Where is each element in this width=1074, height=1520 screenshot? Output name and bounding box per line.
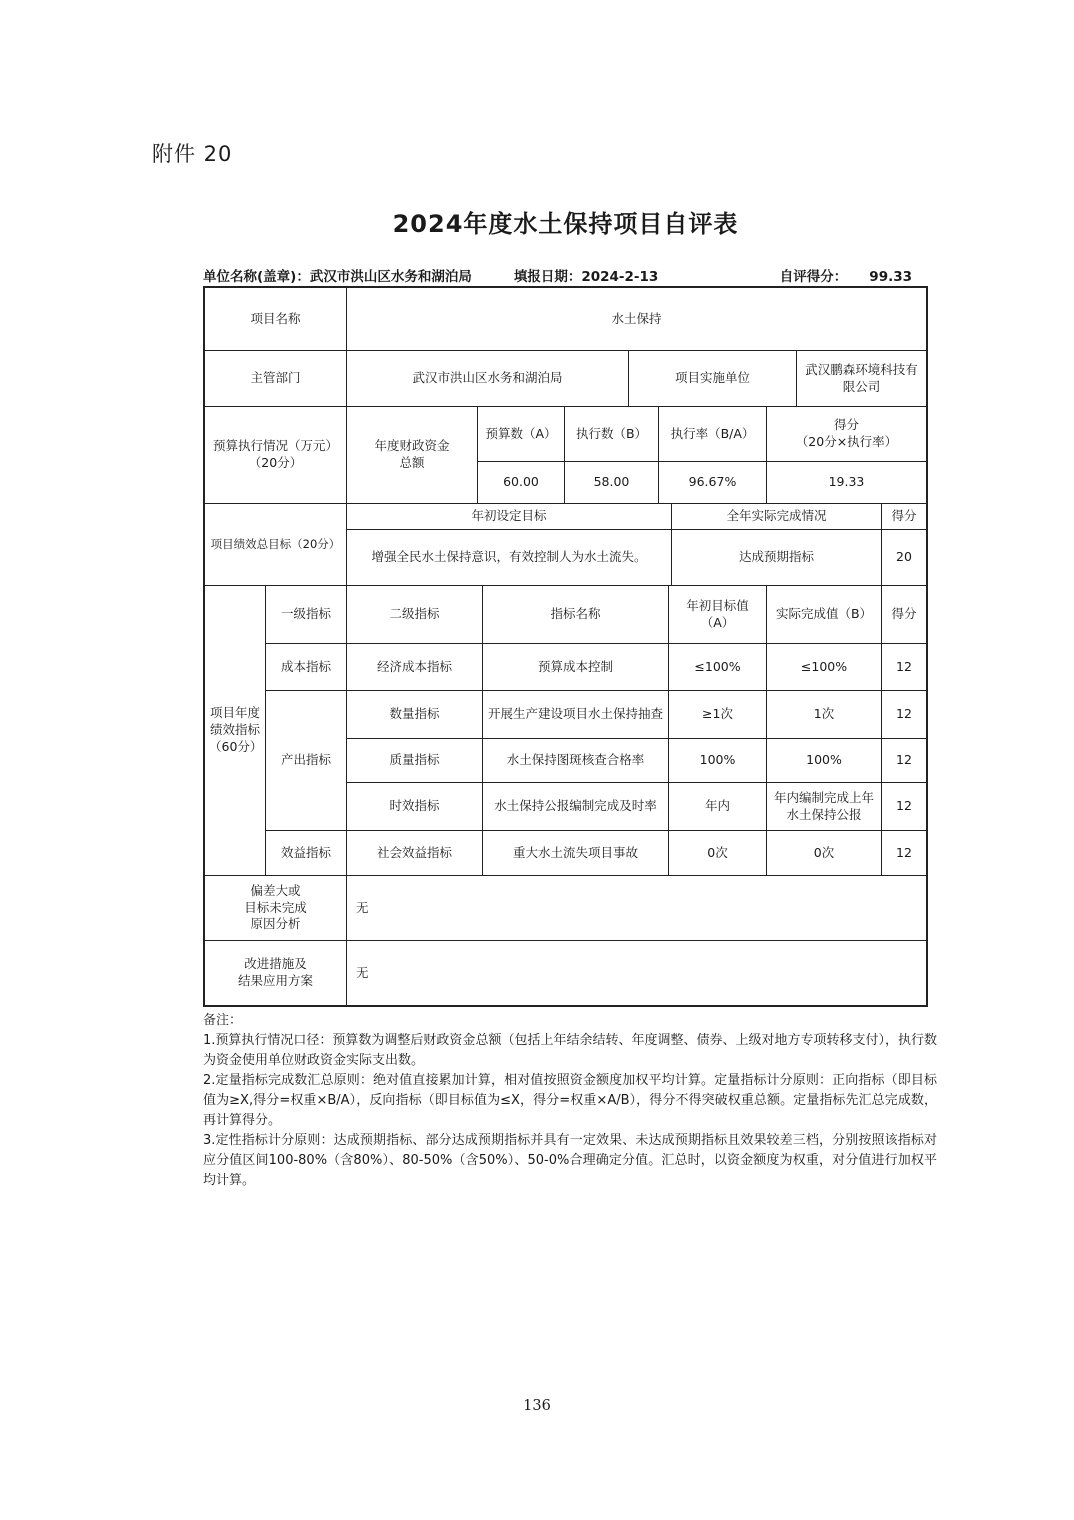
yearly-goal-value: 增强全民水土保持意识，有效控制人为水土流失。 xyxy=(347,530,672,586)
overall-goal-subtable xyxy=(347,504,926,586)
project-name-value: 水土保持 xyxy=(347,288,926,351)
form-header-line xyxy=(203,262,928,285)
target-value-header: 年初目标值（A） xyxy=(669,586,767,644)
budget-amount-header: 预算数（A） xyxy=(478,407,565,462)
exec-amount-header: 执行数（B） xyxy=(565,407,659,462)
page-title: 2024年度水土保持项目自评表 xyxy=(392,210,739,238)
level2-timeliness: 时效指标 xyxy=(347,783,483,831)
row-project-name xyxy=(205,288,926,351)
exec-amount-value: 58.00 xyxy=(565,462,659,504)
unit-name-value: 武汉市洪山区水务和湖泊局 xyxy=(309,269,472,285)
budget-section-label: 预算执行情况（万元） （20分） xyxy=(205,407,347,504)
indicator-row-benefit xyxy=(266,831,926,876)
exec-rate-header: 执行率（B/A） xyxy=(659,407,767,462)
level1-benefit: 效益指标 xyxy=(266,831,347,876)
score-quantity: 12 xyxy=(882,691,926,739)
notes-title: 备注： xyxy=(203,1013,243,1028)
indicator-group-output xyxy=(266,691,926,831)
level2-benefit: 社会效益指标 xyxy=(347,831,483,876)
self-score-value: 99.33 xyxy=(869,269,912,285)
yearly-goal-header: 年初设定目标 xyxy=(347,504,672,530)
indicator-row-cost xyxy=(266,644,926,691)
deviation-label: 偏差大或 目标未完成 原因分析 xyxy=(205,876,347,941)
actual-value-header: 实际完成值（B） xyxy=(767,586,882,644)
implementing-unit-value: 武汉鹏森环境科技有限公司 xyxy=(797,351,926,407)
self-evaluation-table xyxy=(203,286,928,1007)
level2-header: 二级指标 xyxy=(347,586,483,644)
note-item-1: 1.预算执行情况口径：预算数为调整后财政资金总额（包括上年结余结转、年度调整、债券、上级对地方专项转移支付），执行数为资金使用单位财政资金实际支出数。 xyxy=(203,1033,937,1068)
indicator-name-quantity: 开展生产建设项目水土保持抽查 xyxy=(483,691,669,739)
deviation-value: 无 xyxy=(347,876,926,941)
annual-fund-label: 年度财政资金 总额 xyxy=(347,407,478,504)
level2-quality: 质量指标 xyxy=(347,739,483,783)
improvement-label: 改进措施及 结果应用方案 xyxy=(205,941,347,1005)
target-quality: 100% xyxy=(669,739,767,783)
implementing-unit-label: 项目实施单位 xyxy=(629,351,797,407)
row-overall-goal xyxy=(205,504,926,586)
indicator-name-cost: 预算成本控制 xyxy=(483,644,669,691)
score-quality: 12 xyxy=(882,739,926,783)
goal-score-header: 得分 xyxy=(882,504,926,530)
budget-subtable-header xyxy=(478,407,926,462)
report-date: 填报日期：2024-2-13 xyxy=(513,269,659,285)
score-header: 得分 xyxy=(882,586,926,644)
project-name-label: 项目名称 xyxy=(205,288,347,351)
level2-cost: 经济成本指标 xyxy=(347,644,483,691)
report-date-value: 2024-2-13 xyxy=(581,269,659,285)
overall-goal-header xyxy=(347,504,926,530)
budget-subtable xyxy=(478,407,926,504)
note-item-2: 2.定量指标完成数汇总原则：绝对值直接累加计算，相对值按照资金额度加权平均计算。定量指标计分原则：正向指标（即目标值为≥X,得分=权重×B/A），反向指标（即目标值为≤X，得分=权重×A/B），得分不得突破权重总额。定量指标先汇总完成数，再计算得分。 xyxy=(203,1073,937,1128)
section-annual-indicators xyxy=(205,586,926,876)
actual-benefit: 0次 xyxy=(767,831,882,876)
row-department xyxy=(205,351,926,407)
target-quantity: ≥1次 xyxy=(669,691,767,739)
overall-goal-label: 项目绩效总目标（20分） xyxy=(205,504,347,586)
row-budget-execution xyxy=(205,407,926,504)
level1-output: 产出指标 xyxy=(266,691,347,831)
indicator-row-quantity xyxy=(347,691,926,739)
score-timeliness: 12 xyxy=(882,783,926,831)
row-improvement xyxy=(205,941,926,1005)
unit-name-label: 单位名称(盖章)：武汉市洪山区水务和湖泊局 xyxy=(203,269,472,285)
budget-score-header: 得分 （20分×执行率） xyxy=(767,407,926,462)
score-cost: 12 xyxy=(882,644,926,691)
target-benefit: 0次 xyxy=(669,831,767,876)
actual-quality: 100% xyxy=(767,739,882,783)
improvement-value: 无 xyxy=(356,964,369,980)
indicator-name-benefit: 重大水土流失项目事故 xyxy=(483,831,669,876)
level2-quantity: 数量指标 xyxy=(347,691,483,739)
actual-quantity: 1次 xyxy=(767,691,882,739)
goal-score-value: 20 xyxy=(882,530,926,586)
indicator-name-timeliness: 水土保持公报编制完成及时率 xyxy=(483,783,669,831)
annual-indicators-grid xyxy=(266,586,926,876)
self-score: 自评得分： 99.33 xyxy=(779,269,912,285)
actual-completion-header: 全年实际完成情况 xyxy=(672,504,882,530)
actual-completion-value: 达成预期指标 xyxy=(672,530,882,586)
score-benefit: 12 xyxy=(882,831,926,876)
budget-score-value: 19.33 xyxy=(767,462,926,504)
notes-section xyxy=(203,1011,937,1191)
output-rows xyxy=(347,691,926,831)
target-cost: ≤100% xyxy=(669,644,767,691)
indicator-row-quality xyxy=(347,739,926,783)
overall-goal-values xyxy=(347,530,926,586)
annual-indicators-label: 项目年度 绩效指标 （60分） xyxy=(205,586,266,876)
indicator-name-quality: 水土保持图斑核查合格率 xyxy=(483,739,669,783)
budget-subtable-values xyxy=(478,462,926,504)
budget-amount-value: 60.00 xyxy=(478,462,565,504)
note-item-3: 3.定性指标计分原则：达成预期指标、部分达成预期指标并具有一定效果、未达成预期指标且效果较差三档，分别按照该指标对应分值区间100-80%（含80%）、80-50%（含50%）、50-0%合理确定分值。汇总时，以资金额度为权重，对分值进行加权平均计算。 xyxy=(203,1133,937,1188)
target-timeliness: 年内 xyxy=(669,783,767,831)
row-deviation xyxy=(205,876,926,941)
actual-cost: ≤100% xyxy=(767,644,882,691)
page-number: 136 xyxy=(523,1398,551,1414)
indicator-row-timeliness xyxy=(347,783,926,831)
level1-header: 一级指标 xyxy=(266,586,347,644)
attachment-label: 附件 20 xyxy=(152,142,233,166)
department-value: 武汉市洪山区水务和湖泊局 xyxy=(347,351,629,407)
level1-cost: 成本指标 xyxy=(266,644,347,691)
indicator-header-row xyxy=(266,586,926,644)
exec-rate-value: 96.67% xyxy=(659,462,767,504)
department-label: 主管部门 xyxy=(205,351,347,407)
indicator-name-header: 指标名称 xyxy=(483,586,669,644)
actual-timeliness: 年内编制完成上年水土保持公报 xyxy=(767,783,882,831)
